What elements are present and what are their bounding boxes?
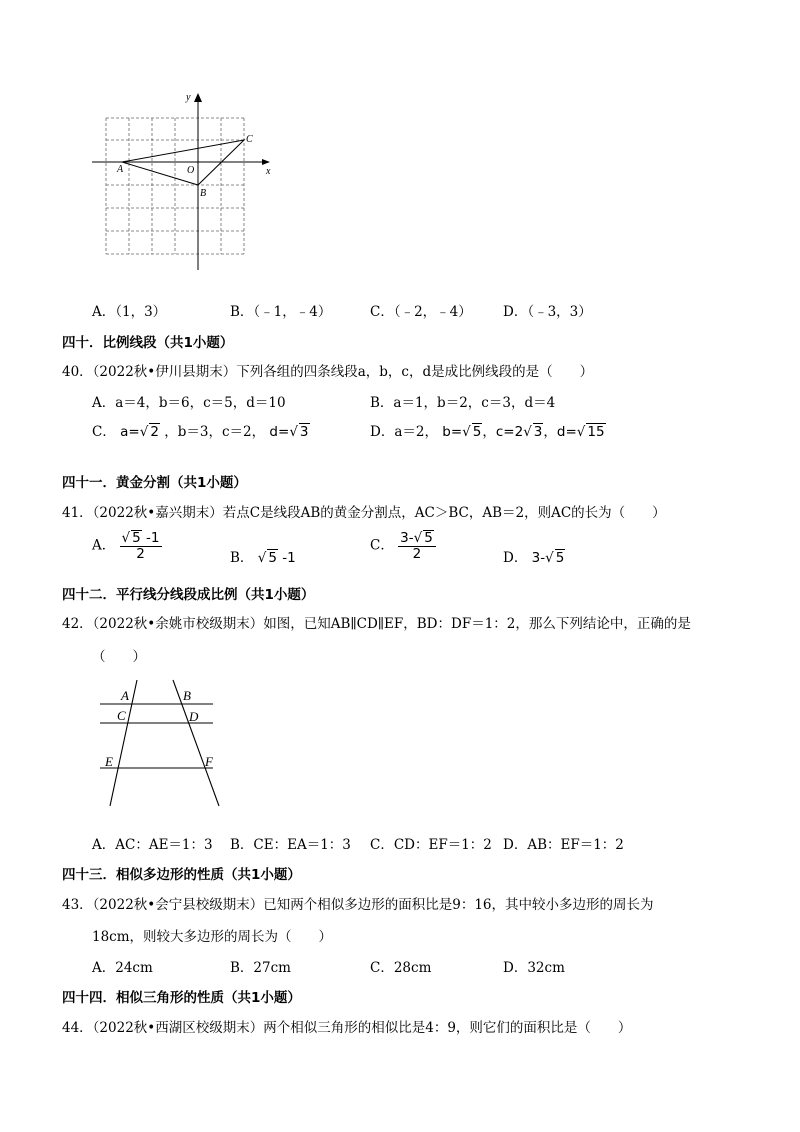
q41-c-label: C．: [370, 537, 394, 554]
q40-c-rest: ，b＝3，c＝2，: [164, 424, 266, 440]
q42-option-a: A．AC：AE＝1：3: [92, 837, 213, 853]
q40-d-b: b=: [442, 424, 463, 440]
point-c-label: C: [246, 134, 253, 145]
q40-c-d: d=: [269, 424, 290, 440]
point-b-label: B: [183, 688, 191, 703]
q40-d-c-radicand: 3: [533, 424, 543, 440]
axis-y-label: y: [186, 92, 191, 103]
q40-d-prefix: D．a＝2，: [370, 424, 438, 440]
q41-a-num-radicand: 5: [132, 530, 141, 546]
q41-d-pre: 3-: [531, 550, 546, 566]
point-a-label: A: [117, 164, 124, 175]
q41-option-a: [92, 530, 162, 562]
q40-c-a-radicand: 2: [150, 424, 159, 440]
q41-c-fraction: [398, 530, 436, 562]
q41-b-rest: -1: [277, 550, 296, 566]
q40-option-a: A．a＝4，b＝6，c＝5，d＝10: [92, 395, 286, 411]
point-e-label: E: [105, 754, 113, 769]
point-c-label: C: [117, 708, 126, 723]
q41-c-num-pre: 3-: [400, 530, 414, 546]
section-heading-41: 四十一．黄金分割（共1小题）: [62, 475, 247, 491]
q39-option-b: B．（﹣1，﹣4）: [230, 304, 332, 320]
q40-c-d-radicand: 3: [299, 424, 309, 440]
question-42-stem-cont: （ ）: [92, 649, 146, 665]
question-42-stem: 42．（2022秋•余姚市校级期末）如图，已知AB∥CD∥EF，BD：DF＝1：2，那么下列结论中，正确的是: [62, 616, 691, 632]
q41-a-num-rest: -1: [141, 530, 160, 546]
q41-c-den: 2: [412, 545, 422, 562]
q40-c-prefix: C．: [92, 424, 116, 440]
section-heading-43: 四十三．相似多边形的性质（共1小题）: [62, 867, 301, 883]
q40-option-c: [92, 420, 310, 440]
q41-option-c: [370, 530, 436, 562]
q41-a-den: 2: [136, 545, 145, 562]
q42-option-c: C．CD：EF＝1：2: [370, 837, 492, 853]
q40-option-b: B．a＝1，b＝2，c＝3，d＝4: [370, 395, 556, 411]
sqrt-sign: √: [413, 530, 423, 546]
parallel-lines-figure: [95, 678, 225, 813]
section-heading-44: 四十四．相似三角形的性质（共1小题）: [62, 990, 301, 1006]
sqrt-sign: √: [121, 530, 131, 546]
question-43-stem-cont: 18cm，则较大多边形的周长为（ ）: [92, 929, 333, 945]
q41-a-label: A．: [92, 537, 116, 554]
q42-option-b: B．CE：EA＝1：3: [230, 837, 351, 853]
sqrt-sign: √: [576, 424, 586, 440]
question-41-stem: 41．（2022秋•嘉兴期末）若点C是线段AB的黄金分割点，AC＞BC，AB＝2，则AC的长为（ ）: [62, 505, 666, 521]
point-d-label: D: [189, 709, 199, 724]
section-heading-42: 四十二．平行线分线段成比例（共1小题）: [62, 587, 315, 603]
section-heading-40: 四十．比例线段（共1小题）: [62, 335, 234, 351]
q41-a-fraction: [120, 530, 162, 562]
axis-x-label: x: [266, 166, 271, 177]
question-40-stem: 40．（2022秋•伊川县期末）下列各组的四条线段a，b，c，d是成比例线段的是（ ）: [62, 364, 594, 380]
q41-c-num-radicand: 5: [424, 530, 433, 546]
q43-option-c: C．28cm: [370, 960, 432, 976]
q43-option-d: D．32cm: [503, 960, 565, 976]
q40-option-d: [370, 420, 606, 440]
point-b-label: B: [200, 188, 207, 199]
sqrt-sign: √: [462, 424, 471, 440]
q41-d-label: D．: [503, 550, 528, 566]
point-f-label: F: [205, 754, 213, 769]
sqrt-sign: √: [289, 424, 298, 440]
sqrt-sign: √: [545, 550, 554, 566]
q41-option-b: [230, 546, 296, 566]
q40-d-b-radicand: 5: [472, 424, 482, 440]
q43-option-a: A．24cm: [92, 960, 153, 976]
sqrt-sign: √: [523, 424, 532, 440]
coordinate-grid-figure: [88, 88, 288, 273]
q42-option-d: D．AB：EF＝1：2: [503, 837, 624, 853]
q41-b-radicand: 5: [268, 550, 277, 566]
q40-d-d-radicand: 15: [587, 424, 605, 440]
q41-option-d: [503, 546, 565, 566]
q39-option-a: A．（1，3）: [92, 304, 167, 320]
q43-option-b: B．27cm: [230, 960, 291, 976]
q40-c-a: a=: [120, 424, 140, 440]
q40-d-c: ，c=2: [482, 424, 524, 440]
origin-label: O: [187, 165, 195, 176]
q40-d-d: ，d=: [543, 424, 577, 440]
q41-d-radicand: 5: [555, 550, 565, 566]
sqrt-sign: √: [257, 550, 267, 566]
question-43-stem: 43．（2022秋•会宁县校级期末）已知两个相似多边形的面积比是9：16，其中较小多边形的周长为: [62, 897, 654, 913]
point-a-label: A: [121, 688, 129, 703]
sqrt-sign: √: [139, 424, 149, 440]
q41-b-label: B．: [230, 550, 254, 566]
q39-option-c: C．（﹣2，﹣4）: [370, 304, 472, 320]
q39-option-d: D．（﹣3，3）: [503, 304, 592, 320]
question-44-stem: 44．（2022秋•西湖区校级期末）两个相似三角形的相似比是4：9，则它们的面积比是（ ）: [62, 1020, 632, 1036]
